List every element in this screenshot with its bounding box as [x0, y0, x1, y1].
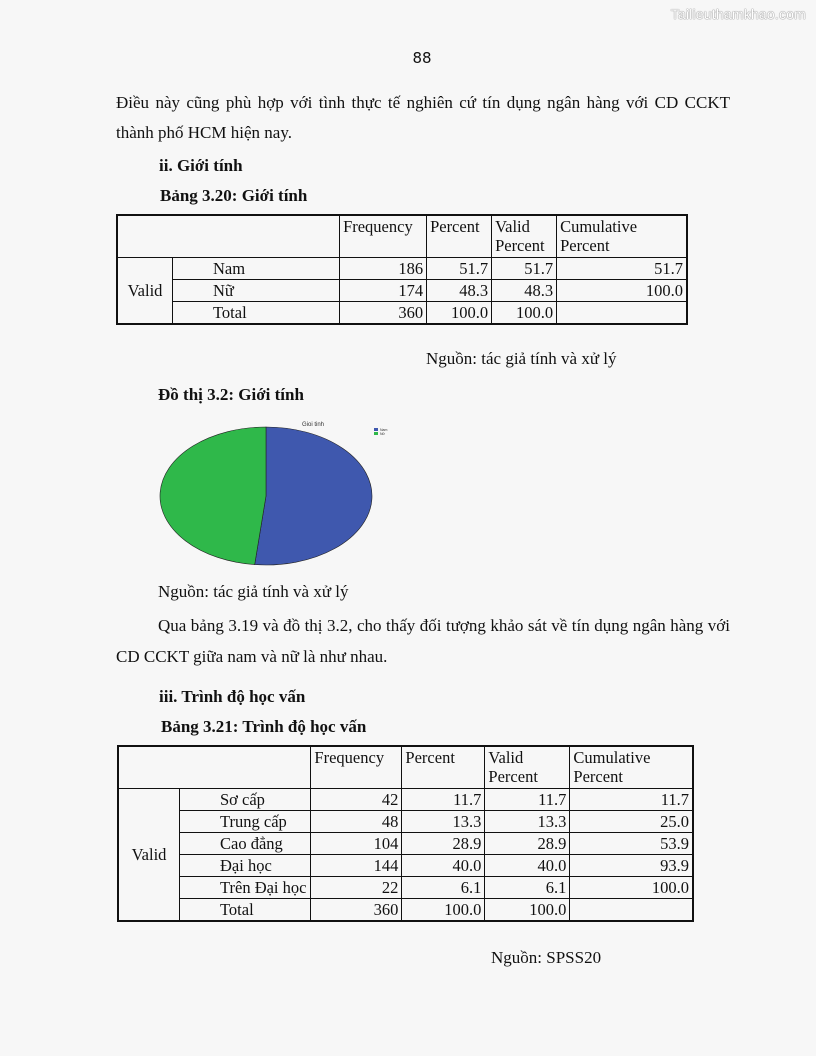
legend-label-nam: Nam: [380, 428, 388, 432]
cell-valid-percent: 100.0: [492, 302, 557, 325]
cell-frequency: 174: [340, 280, 427, 302]
paragraph-line: Điều này cũng phù hợp với tình thực tế nghiên cứ tín dụng ngân hàng với CD CCKT: [116, 93, 730, 112]
table-row: [117, 302, 687, 325]
paragraph-line: CD CCKT giữa nam và nữ là như nhau.: [116, 647, 388, 666]
col-header: Valid Percent: [492, 215, 557, 258]
col-header: Frequency: [340, 215, 427, 258]
legend-label-nu: Nữ: [380, 432, 385, 436]
cell-frequency: 48: [311, 811, 402, 833]
cell-valid-percent: 48.3: [492, 280, 557, 302]
col-header: Valid Percent: [485, 746, 570, 789]
cell-valid-percent: 51.7: [492, 258, 557, 280]
chart-legend: [374, 428, 387, 436]
row-label: Total: [173, 302, 340, 325]
cell-percent: 40.0: [402, 855, 485, 877]
table-row: [118, 855, 693, 877]
table-gender: [116, 214, 688, 325]
row-label: Nam: [173, 258, 340, 280]
table-row: [117, 258, 687, 280]
table-row: [117, 280, 687, 302]
legend-swatch-nu: [374, 432, 378, 435]
paragraph-line: thành phố HCM hiện nay.: [116, 123, 292, 142]
cell-percent: 100.0: [427, 302, 492, 325]
cell-frequency: 360: [311, 899, 402, 922]
col-header: Percent: [427, 215, 492, 258]
table-education: [117, 745, 694, 922]
col-header: Frequency: [311, 746, 402, 789]
cell-percent: 100.0: [402, 899, 485, 922]
cell-frequency: 144: [311, 855, 402, 877]
col-header: Percent: [402, 746, 485, 789]
cell-cumulative: 100.0: [557, 280, 687, 302]
cell-percent: 11.7: [402, 789, 485, 811]
gender-pie-chart: [150, 418, 400, 578]
figure-caption: Đồ thị 3.2: Giới tính: [158, 385, 304, 404]
cell-valid-percent: 13.3: [485, 811, 570, 833]
cell-cumulative: 93.9: [570, 855, 693, 877]
cell-frequency: 104: [311, 833, 402, 855]
watermark: Tailieuthamkhao.com: [670, 6, 806, 22]
table-source: Nguồn: SPSS20: [491, 948, 602, 967]
table-row: [118, 877, 693, 899]
section-heading: iii. Trình độ học vấn: [159, 687, 306, 706]
cell-percent: 51.7: [427, 258, 492, 280]
row-group-label: Valid: [118, 789, 180, 922]
table-row: [118, 789, 693, 811]
chart-title: Gioi tinh: [302, 422, 325, 428]
cell-frequency: 360: [340, 302, 427, 325]
section-heading: ii. Giới tính: [159, 156, 243, 175]
cell-percent: 13.3: [402, 811, 485, 833]
col-header: Cumulative Percent: [570, 746, 693, 789]
col-header: Cumulative Percent: [557, 215, 687, 258]
cell-frequency: 186: [340, 258, 427, 280]
row-label: Nữ: [173, 280, 340, 302]
legend-swatch-nam: [374, 428, 378, 431]
cell-valid-percent: 28.9: [485, 833, 570, 855]
pie-slice-nu: [160, 427, 266, 565]
table-caption: Bảng 3.20: Giới tính: [160, 186, 308, 205]
row-label: Trên Đại học: [180, 877, 311, 899]
cell-frequency: 22: [311, 877, 402, 899]
row-label: Đại học: [180, 855, 311, 877]
cell-cumulative: 100.0: [570, 877, 693, 899]
table-caption: Bảng 3.21: Trình độ học vấn: [161, 717, 367, 736]
pie-slice-nam: [255, 427, 372, 565]
cell-percent: 28.9: [402, 833, 485, 855]
cell-cumulative: 25.0: [570, 811, 693, 833]
cell-cumulative: 53.9: [570, 833, 693, 855]
cell-cumulative: 11.7: [570, 789, 693, 811]
cell-valid-percent: 6.1: [485, 877, 570, 899]
row-label: Sơ cấp: [180, 789, 311, 811]
table-source: Nguồn: tác giả tính và xử lý: [426, 349, 617, 368]
page-number: 88: [412, 49, 432, 67]
cell-cumulative: 51.7: [557, 258, 687, 280]
table-row: [118, 811, 693, 833]
cell-cumulative: [557, 302, 687, 325]
row-label: Total: [180, 899, 311, 922]
row-label: Trung cấp: [180, 811, 311, 833]
cell-cumulative: [570, 899, 693, 922]
cell-valid-percent: 100.0: [485, 899, 570, 922]
table-row: [118, 833, 693, 855]
cell-valid-percent: 40.0: [485, 855, 570, 877]
cell-frequency: 42: [311, 789, 402, 811]
cell-percent: 48.3: [427, 280, 492, 302]
row-label: Cao đẳng: [180, 833, 311, 855]
figure-source: Nguồn: tác giả tính và xử lý: [158, 582, 349, 601]
table-header-row: [117, 215, 687, 258]
paragraph-line: Qua bảng 3.19 và đồ thị 3.2, cho thấy đối tượng khảo sát về tín dụng ngân hàng với: [158, 616, 730, 635]
cell-valid-percent: 11.7: [485, 789, 570, 811]
table-row: [118, 899, 693, 922]
table-header-row: [118, 746, 693, 789]
cell-percent: 6.1: [402, 877, 485, 899]
row-group-label: Valid: [117, 258, 173, 325]
